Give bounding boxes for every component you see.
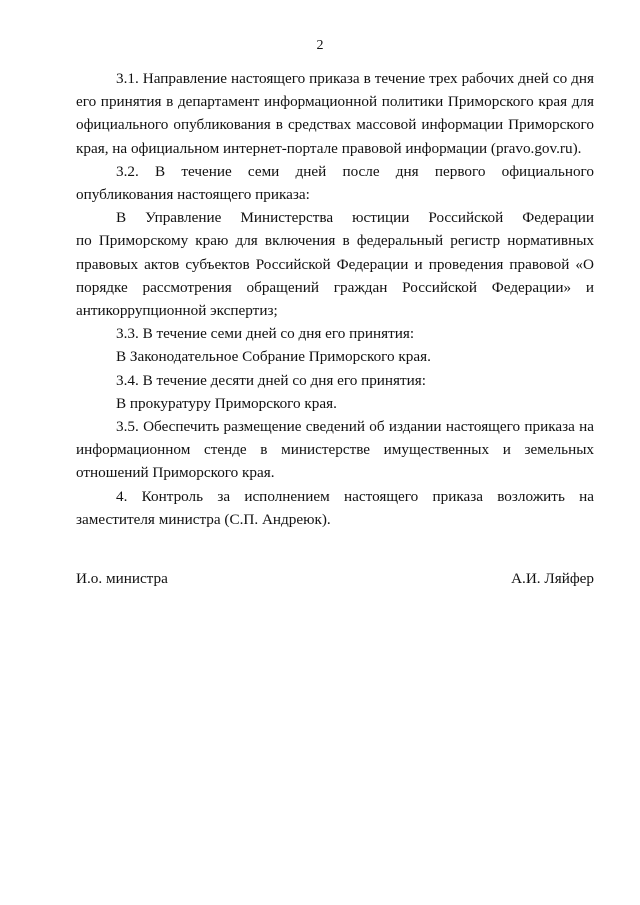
paragraph-3-3: 3.3. В течение семи дней со дня его принятия: <box>116 325 415 343</box>
paragraph-3-4: 3.4. В течение десяти дней со дня его принятия: <box>116 371 427 389</box>
paragraph-3-2: 3.2. В течение семи дней после дня первого официального опубликования настоящего приказа: <box>76 162 594 204</box>
signature-block <box>76 569 594 589</box>
paragraph-ministry-justice-cont: по Приморскому краю для включения в федеральный регистр нормативных правовых актов субъектов Российской Федерации и проведения правовой «О порядке рассмотрения обращений граждан Российской Федерации» и антикоррупционной экспертиз; <box>76 232 594 320</box>
paragraph-ministry-justice: В Управление Министерства юстиции Российской Федерации <box>116 209 594 227</box>
paragraph-legislative-assembly: В Законодательное Собрание Приморского края. <box>116 348 431 366</box>
signatory-name: А.И. Ляйфер <box>511 570 594 587</box>
signatory-position: И.о. министра <box>76 570 168 587</box>
paragraph-prosecutor: В прокуратуру Приморского края. <box>116 394 337 412</box>
paragraph-3-5: 3.5. Обеспечить размещение сведений об издании настоящего приказа на информационном стенде в министерстве имущественных и земельных отношений Приморского края. <box>76 418 594 482</box>
paragraph-3-1: 3.1. Направление настоящего приказа в течение трех рабочих дней со дня его принятия в департамент информационной политики Приморского края для официального опубликования в средствах массовой информации Приморского края, на официальном интернет-портале правовой информации (pravo.gov.ru). <box>76 70 594 157</box>
paragraph-4: 4. Контроль за исполнением настоящего приказа возложить на заместителя министра (С.П. Андреюк). <box>76 487 594 528</box>
document-body <box>76 67 594 531</box>
page-number: 2 <box>316 38 324 53</box>
